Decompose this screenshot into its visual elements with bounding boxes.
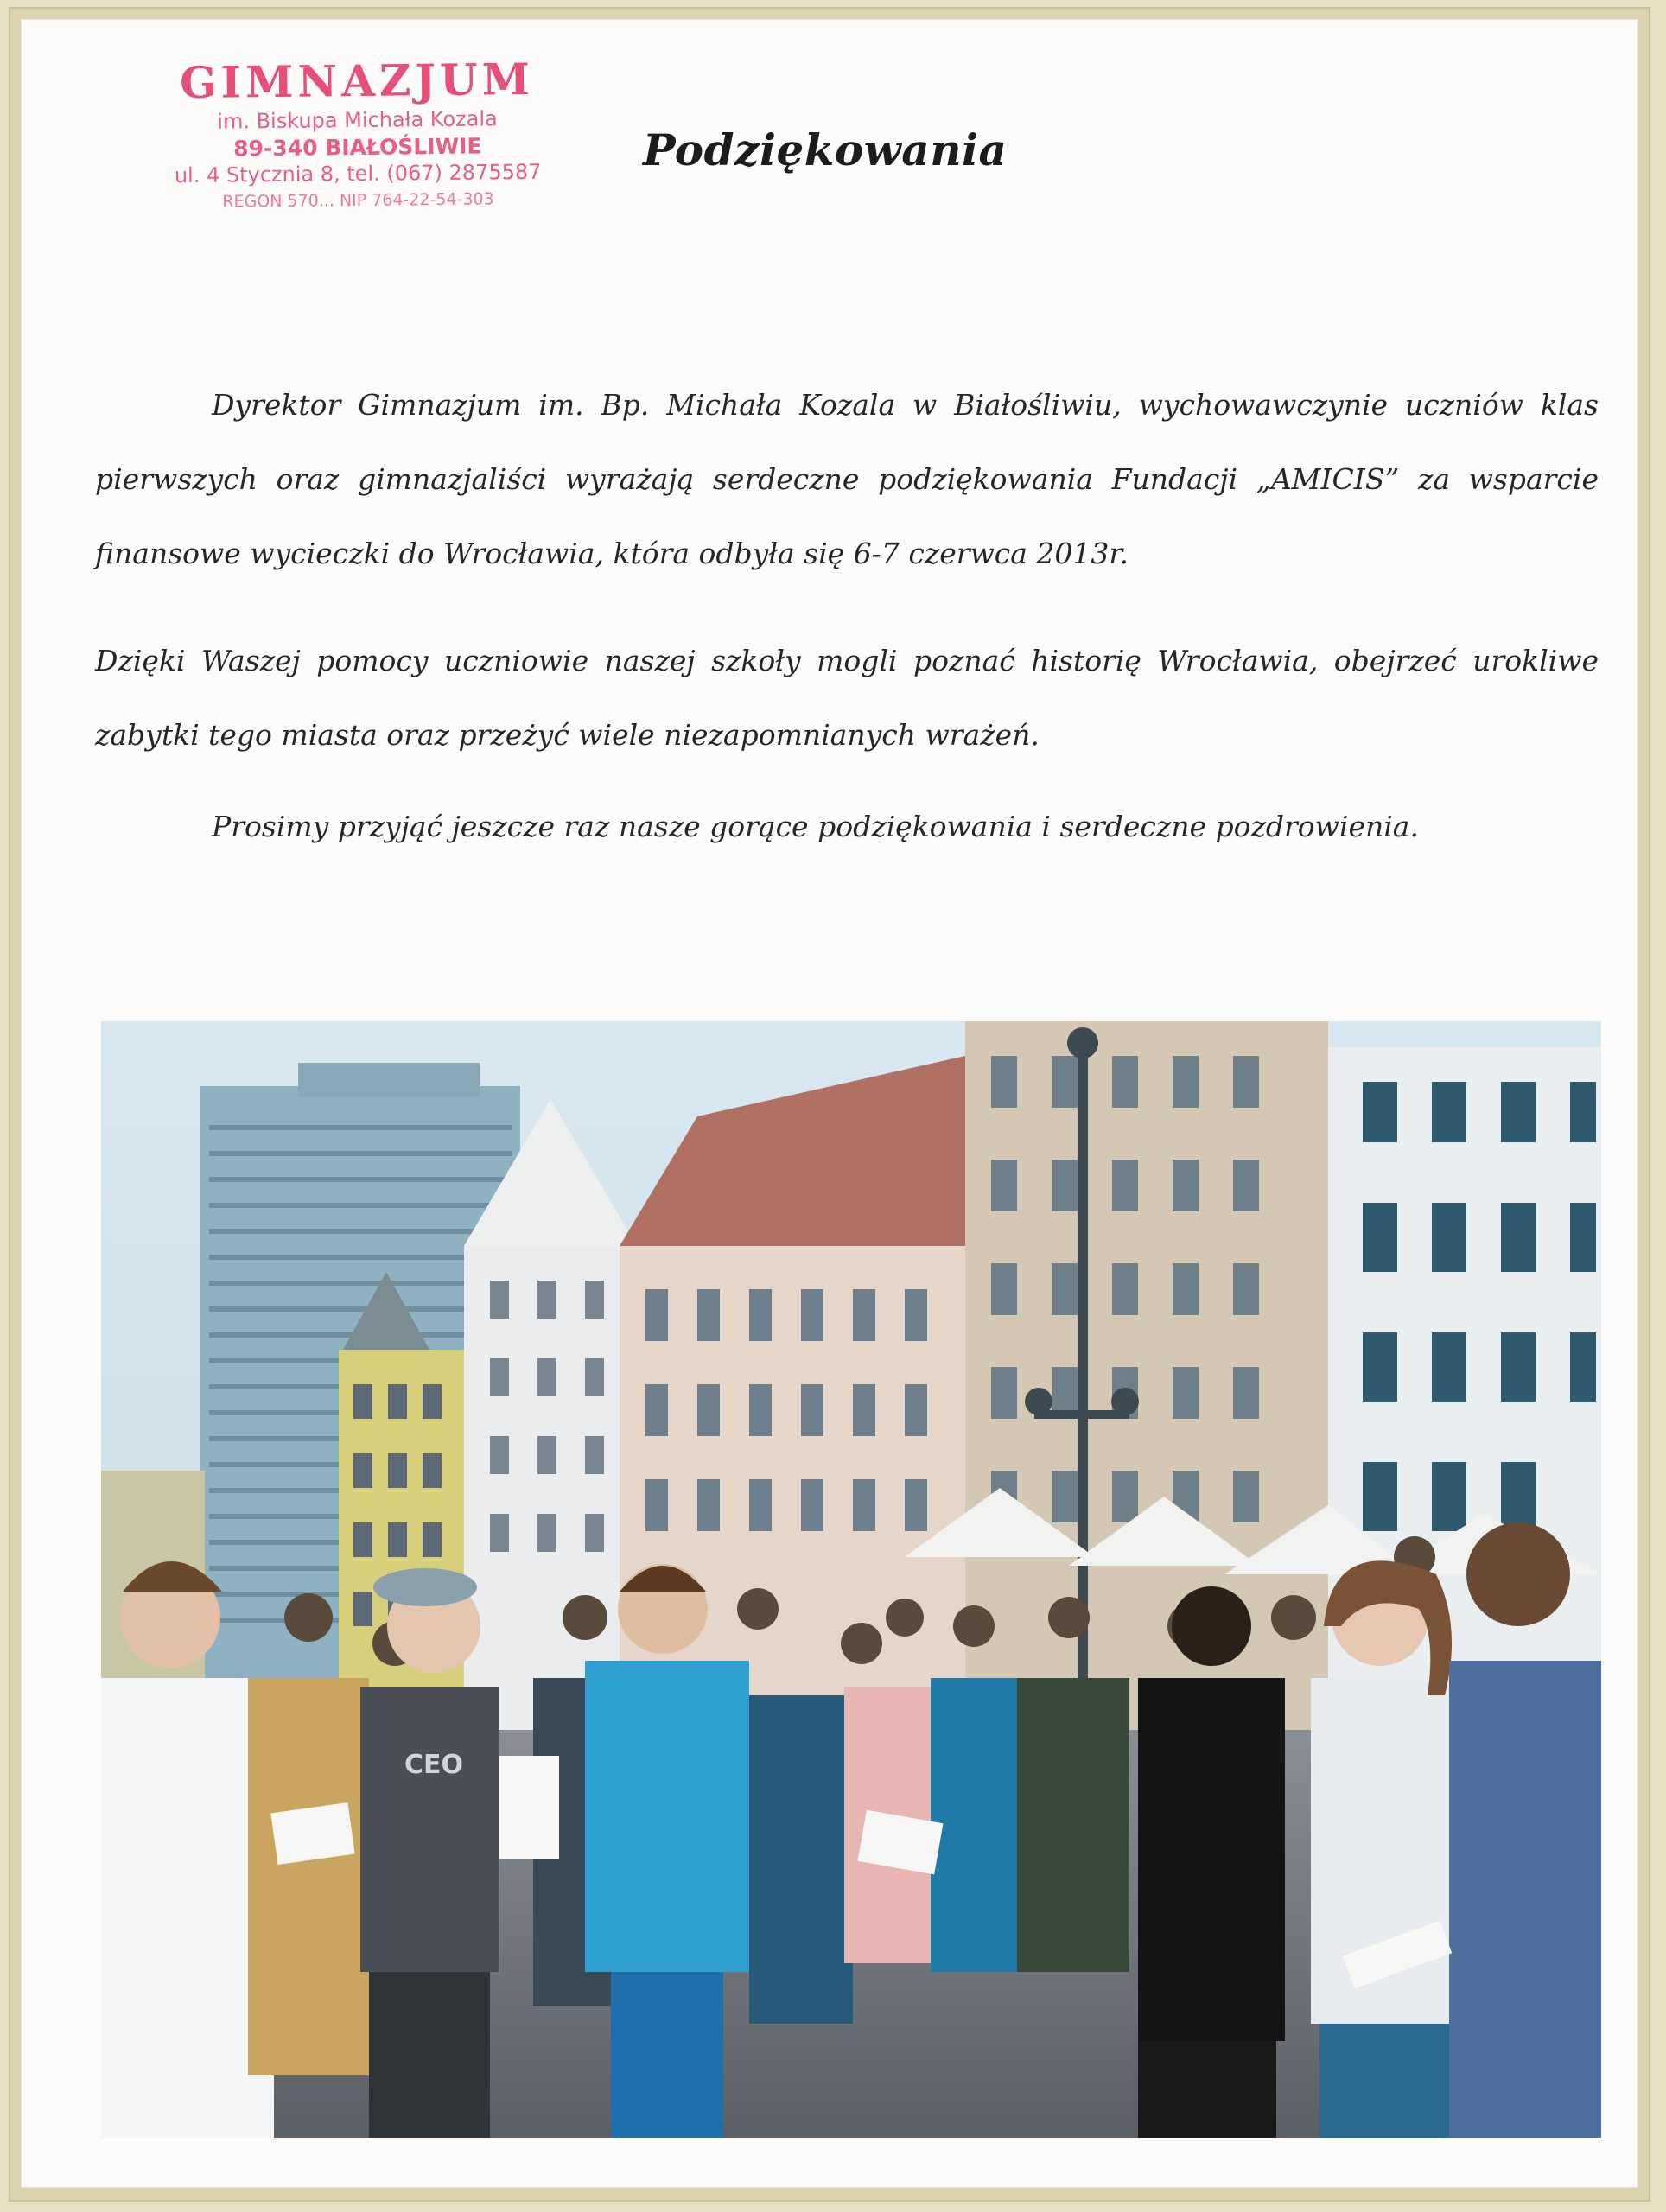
letter-heading: Podziękowania xyxy=(643,124,1008,175)
stamp-registry: REGON 570... NIP 764-22-54-303 xyxy=(222,189,494,212)
shirt-print: CEO xyxy=(404,1750,464,1780)
paragraph-closing: Prosimy przyjąć jeszcze raz nasze gorące podziękowania i serdeczne pozdrowienia. xyxy=(212,810,1419,843)
paragraph-thanks: Dyrektor Gimnazjum im. Bp. Michała Kozala w Białośliwiu, wychowawczynie uczniów klas pierwszych oraz gimnazjaliści wyrażają serdeczne podziękowania Fundacji „AMICIS” za wsparcie finansowe wycieczki do Wrocławia, która odbyła się 6-7 czerwca 2013r. xyxy=(95,388,1599,570)
paragraph-help: Dzięki Waszej pomocy uczniowie naszej szkoły mogli poznać historię Wrocławia, obejrzeć urokliwe zabytki tego miasta oraz przeżyć wiele niezapomnianych wrażeń. xyxy=(95,644,1599,752)
school-stamp xyxy=(124,53,592,265)
stamp-address: ul. 4 Stycznia 8, tel. (067) 2875587 xyxy=(174,159,542,188)
letter-page xyxy=(21,19,1638,2188)
stamp-title: GIMNAZJUM xyxy=(179,53,535,109)
document-frame xyxy=(9,7,1650,2202)
group-photo xyxy=(101,1021,1601,2138)
group-photo-illustration xyxy=(101,1021,1601,2138)
stamp-patron: im. Biskupa Michała Kozala xyxy=(217,106,498,134)
letter-body xyxy=(95,368,1599,864)
stamp-postcode: 89-340 BIAŁOŚLIWIE xyxy=(233,133,482,162)
